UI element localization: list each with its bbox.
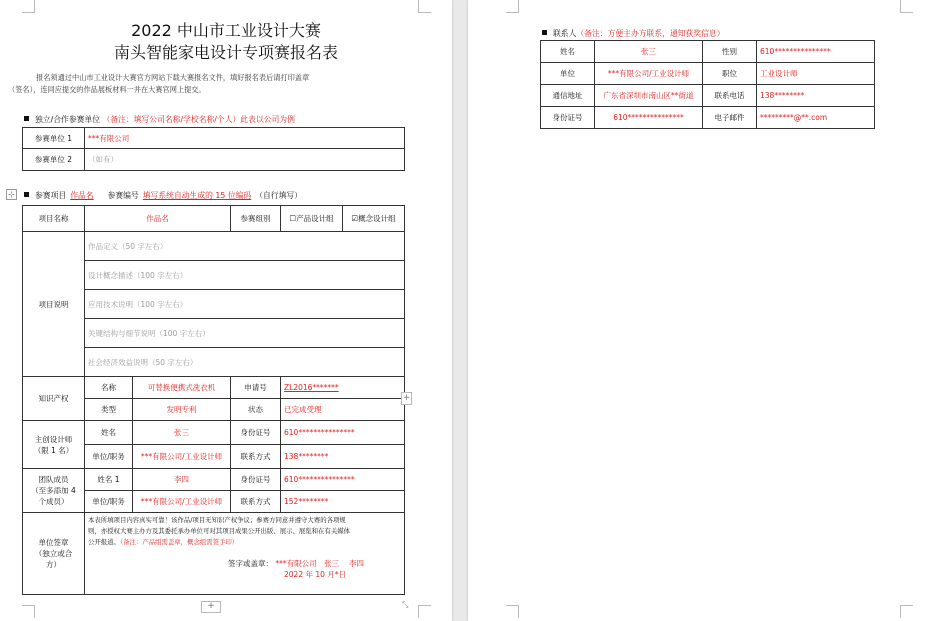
- group-option-product-checkbox[interactable]: ☐产品设计组: [281, 206, 343, 232]
- lead-id-value[interactable]: 610***************: [281, 421, 405, 445]
- lead-unit-value[interactable]: ***有限公司/工业设计师: [133, 445, 231, 469]
- desc-definition[interactable]: 作品定义（50 字左右）: [85, 232, 405, 261]
- page-corner-mark: [506, 605, 519, 618]
- unit-section-note: （备注：填写公司名称/学校名称/个人）此表以公司为例: [102, 115, 295, 124]
- seal-statement-line1: 本表所填项目内容真实可靠！该作品/项目无知识产权争议；参赛方同意并遵守大赛的各项规: [88, 516, 346, 524]
- contact-table: [540, 40, 875, 129]
- ip-appno-label: 申请号: [231, 377, 281, 399]
- desc-technology[interactable]: 应用技术说明（100 字左右）: [85, 290, 405, 319]
- unit-section-heading: [22, 114, 295, 125]
- team-label-line2: （至多添加 4: [31, 486, 76, 495]
- intro-line-1: 报名须通过中山市工业设计大赛官方网站下载大赛报名文件，填好报名表后请打印盖章: [36, 73, 310, 82]
- bullet-square-icon: [24, 192, 29, 197]
- contact-phone-value[interactable]: 138********: [757, 85, 875, 107]
- seal-statement-text3: 公开报道。: [88, 538, 120, 546]
- project-name-inline[interactable]: 作品名: [70, 191, 94, 200]
- ip-appno-value[interactable]: [281, 377, 405, 399]
- seal-statement-cell[interactable]: [85, 513, 405, 595]
- team-unit-label: 单位/职务: [85, 491, 133, 513]
- lead-id-label: 身份证号: [231, 421, 281, 445]
- contact-name-value[interactable]: 张三: [595, 41, 703, 63]
- project-table: [22, 205, 405, 595]
- unit-section-label: 独立/合作参赛单位: [35, 115, 101, 124]
- ip-status-value[interactable]: 已完成受理: [281, 399, 405, 421]
- contact-email-label: 电子邮件: [703, 107, 757, 129]
- signature-value[interactable]: ***有限公司 张三 李四: [275, 559, 365, 568]
- contact-section-label: 联系人: [553, 29, 577, 38]
- team-id-value[interactable]: 610***************: [281, 469, 405, 491]
- document-page-2: [468, 0, 932, 621]
- project-number-inline[interactable]: 填写系统自动生成的 15 位编码: [142, 191, 252, 200]
- table-anchor-icon[interactable]: ⊹: [6, 189, 17, 200]
- lead-contact-label: 联系方式: [231, 445, 281, 469]
- project-section-label: 参赛项目: [35, 191, 67, 200]
- page-corner-mark: [900, 0, 913, 13]
- desc-structure[interactable]: 关键结构与细节说明（100 字左右）: [85, 319, 405, 348]
- team-id-label: 身份证号: [231, 469, 281, 491]
- table-resize-icon[interactable]: ⤡: [402, 600, 409, 609]
- team-name-label: 姓名 1: [85, 469, 133, 491]
- page-corner-mark: [418, 0, 431, 13]
- unit-2-value[interactable]: （如有）: [85, 149, 405, 171]
- contact-email-value[interactable]: *********@**.com: [757, 107, 875, 129]
- ip-name-label: 名称: [85, 377, 133, 399]
- document-subtitle: 南头智能家电设计专项赛报名表: [113, 43, 338, 62]
- seal-statement-line2: 则，亦授权大赛主办方及其委托承办单位可对其项目成果公开出版、展示、展览和在有关媒体: [88, 527, 351, 535]
- team-label-line3: 个成员）: [38, 497, 69, 506]
- project-desc-label: 项目说明: [23, 232, 85, 377]
- team-contact-label: 联系方式: [231, 491, 281, 513]
- bullet-square-icon: [24, 116, 29, 121]
- contact-position-value[interactable]: 工业设计师: [757, 63, 875, 85]
- contact-unit-label: 单位: [541, 63, 595, 85]
- page-corner-mark: [22, 605, 35, 618]
- bullet-square-icon: [542, 30, 547, 35]
- project-name-value[interactable]: 作品名: [85, 206, 231, 232]
- lead-name-value[interactable]: 张三: [133, 421, 231, 445]
- team-contact-value[interactable]: 152********: [281, 491, 405, 513]
- signature-label: 签字或盖章：: [228, 559, 273, 568]
- intro-paragraph: [8, 72, 432, 96]
- table-add-row-icon[interactable]: +: [201, 601, 221, 613]
- seal-statement-line3: [88, 537, 401, 548]
- document-title: 2022 中山市工业设计大赛: [131, 21, 321, 40]
- signature-date[interactable]: 2022 年 10 月*日: [284, 570, 347, 579]
- contact-unit-value[interactable]: ***有限公司/工业设计师: [595, 63, 703, 85]
- seal-label: [23, 513, 85, 595]
- lead-designer-label-line2: （限 1 名）: [33, 445, 74, 455]
- contact-name-label: 姓名: [541, 41, 595, 63]
- page-corner-mark: [506, 0, 519, 13]
- team-name-value[interactable]: 李四: [133, 469, 231, 491]
- project-section-heading: [22, 190, 302, 201]
- document-page-1: [0, 0, 452, 621]
- seal-label-line2: （独立或合: [34, 549, 73, 558]
- lead-designer-label-line1: 主创设计师: [34, 434, 73, 444]
- seal-label-line1: 单位签章: [38, 538, 69, 547]
- contact-section-note: （备注：方便主办方联系，通知获奖信息）: [576, 29, 725, 38]
- page-corner-mark: [22, 0, 35, 13]
- project-name-label: 项目名称: [23, 206, 85, 232]
- ip-type-value[interactable]: 发明专利: [133, 399, 231, 421]
- project-number-suffix: （自行填写）: [255, 191, 302, 200]
- lead-designer-label: [23, 421, 85, 469]
- team-members-label: [23, 469, 85, 513]
- ip-type-label: 类型: [85, 399, 133, 421]
- contact-id-value[interactable]: 610***************: [595, 107, 703, 129]
- team-label-line1: 团队成员: [38, 475, 69, 484]
- signature-line: [88, 558, 401, 569]
- desc-concept[interactable]: 设计概念描述（100 字左右）: [85, 261, 405, 290]
- team-unit-value[interactable]: ***有限公司/工业设计师: [133, 491, 231, 513]
- ip-label: 知识产权: [23, 377, 85, 421]
- lead-contact-value[interactable]: 138********: [281, 445, 405, 469]
- contact-address-value[interactable]: 广东省深圳市南山区**街道: [595, 85, 703, 107]
- page-corner-mark: [900, 605, 913, 618]
- group-option-concept-checkbox[interactable]: ☑概念设计组: [343, 206, 405, 232]
- project-number-label: 参赛编号: [107, 191, 139, 200]
- contact-phone-label: 联系电话: [703, 85, 757, 107]
- contact-gender-value[interactable]: 610***************: [757, 41, 875, 63]
- unit-1-value[interactable]: ***有限公司: [85, 128, 405, 149]
- table-row-insert-icon[interactable]: +: [402, 393, 411, 403]
- contact-id-label: 身份证号: [541, 107, 595, 129]
- page-corner-mark: [418, 605, 431, 618]
- contact-position-label: 职位: [703, 63, 757, 85]
- unit-table: [22, 127, 405, 171]
- contact-address-label: 通信地址: [541, 85, 595, 107]
- seal-label-line3: 方）: [46, 560, 61, 569]
- seal-statement-note: （备注：产品组需盖章，概念组需签手印）: [119, 538, 239, 546]
- contact-section-heading: [540, 28, 725, 39]
- ip-status-label: 状态: [231, 399, 281, 421]
- ip-appno-text: ZL2016*******: [284, 383, 339, 392]
- ip-name-value[interactable]: 可替换便携式洗衣机: [133, 377, 231, 399]
- unit-2-label: 参赛单位 2: [23, 149, 85, 171]
- group-label: 参赛组别: [231, 206, 281, 232]
- lead-unit-label: 单位/职务: [85, 445, 133, 469]
- contact-gender-label: 性别: [703, 41, 757, 63]
- desc-benefits[interactable]: 社会经济效益说明（50 字左右）: [85, 348, 405, 377]
- intro-line-2: （签名），连同应提交的作品展板材料一并在大赛官网上提交。: [8, 85, 206, 94]
- lead-name-label: 姓名: [85, 421, 133, 445]
- unit-1-label: 参赛单位 1: [23, 128, 85, 149]
